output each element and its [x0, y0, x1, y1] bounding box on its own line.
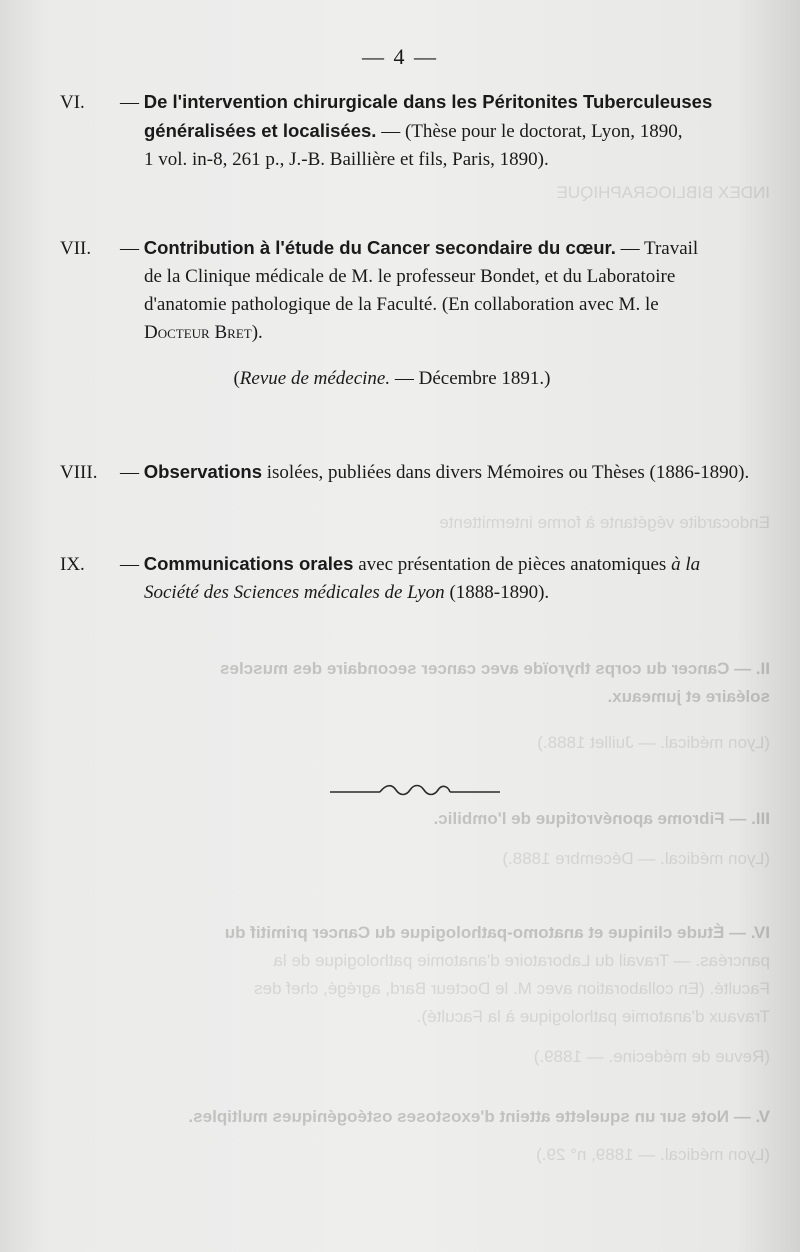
entry-italic: à la [671, 554, 701, 575]
entry-number: VII. [60, 238, 92, 259]
bleed-through-text: Travaux d'anatomie pathologique à la Faculté). [416, 1007, 770, 1026]
entry-number: VIII. [60, 462, 98, 483]
entry-text: — (Thèse pour le doctorat, Lyon, 1890, [376, 121, 683, 142]
bleed-through-text: (Lyon médical. — Décembre 1888.) [502, 849, 770, 868]
bleed-through-heading: INDEX BIBLIOGRAPHIQUE [556, 183, 770, 202]
entry-text: (1888-1890). [444, 582, 550, 603]
bleed-through-text: IV. — Étude clinique et anatomo-pathologique du Cancer primitif du [224, 923, 770, 942]
entry-text: avec présentation de pièces anatomiques [353, 554, 672, 575]
entry-number: VI. [60, 92, 85, 113]
citation-date: — Décembre 1891.) [390, 368, 551, 389]
entry-vi: VI. — De l'intervention chirurgicale dans les Péritonites Tuberculeuses généralisées et localisées. — (Thèse pour le doctorat, Lyon, 1890, 1 vol. in-8, 261 p., J.-B. Baillière et fils, Paris, 1890). [60, 88, 780, 174]
entry-text: d'anatomie pathologique de la Faculté. (En collaboration avec M. le [144, 294, 659, 315]
entry-title-cont: généralisées et localisées. [144, 120, 377, 141]
bleed-through-text: pancréas. — Travail du Laboratoire d'anatomie pathologique de la [273, 951, 770, 970]
bleed-through-text: (Lyon médical. — 1889, n° 29.) [536, 1145, 770, 1164]
entry-title: Contribution à l'étude du Cancer secondaire du cœur. [143, 237, 616, 258]
entry-text: 1 vol. in-8, 261 p., J.-B. Baillière et fils, Paris, 1890). [144, 149, 549, 170]
bleed-through-text: Endocardite végétante à forme intermittente [439, 513, 770, 532]
bleed-through-text: (Revue de médecine. — 1889.) [533, 1047, 770, 1066]
entry-viii: VIII. — Observations isolées, publiées dans divers Mémoires ou Thèses (1886-1890). [60, 458, 780, 487]
entry-vii: VII. — Contribution à l'étude du Cancer secondaire du cœur. — Travail de la Clinique médicale de M. le professeur Bondet, et du Laboratoire d'anatomie pathologique de la Faculté. (En collaboration avec M. le Docteur Bret). [60, 234, 780, 347]
page-number: — 4 — [362, 44, 438, 69]
bleed-through-text: V. — Note sur un squelette atteint d'exostoses ostéogéniques multiples. [188, 1107, 770, 1126]
bleed-through-text: II. — Cancer du corps thyroïde avec cancer secondaire des muscles [220, 659, 770, 678]
entry-ix: IX. — Communications orales avec présentation de pièces anatomiques à la Société des Sciences médicales de Lyon (1888-1890). [60, 553, 701, 603]
entry-text: — Travail [615, 238, 699, 259]
bleed-through-text: Faculté. (En collaboration avec M. le Docteur Bard, agrégé, chef des [254, 979, 770, 998]
bleed-through-text: soléaire et jumeaux. [607, 687, 770, 706]
bleed-through-text: (Lyon médical. — Juillet 1888.) [537, 733, 770, 752]
journal-name: Revue de médecine. [239, 368, 391, 389]
citation: (Revue de médecine. — Décembre 1891.) [233, 368, 551, 389]
entry-text: de la Clinique médicale de M. le professeur Bondet, et du Laboratoire [144, 266, 676, 287]
entry-title: Communications orales [143, 553, 354, 574]
entry-title: De l'intervention chirurgicale dans les Péritonites Tuberculeuses [143, 91, 713, 112]
entry-number: IX. [60, 554, 85, 575]
entry-text: isolées, publiées dans divers Mémoires ou Thèses (1886-1890). [262, 462, 750, 483]
ornament-divider [330, 780, 500, 800]
entry-text: Docteur Bret). [144, 322, 263, 343]
bleed-through-text: III. — Fibrome aponévrotique de l'ombilic. [433, 809, 770, 828]
entry-title: Observations [143, 461, 262, 482]
society-name: Société des Sciences médicales de Lyon [144, 582, 445, 603]
